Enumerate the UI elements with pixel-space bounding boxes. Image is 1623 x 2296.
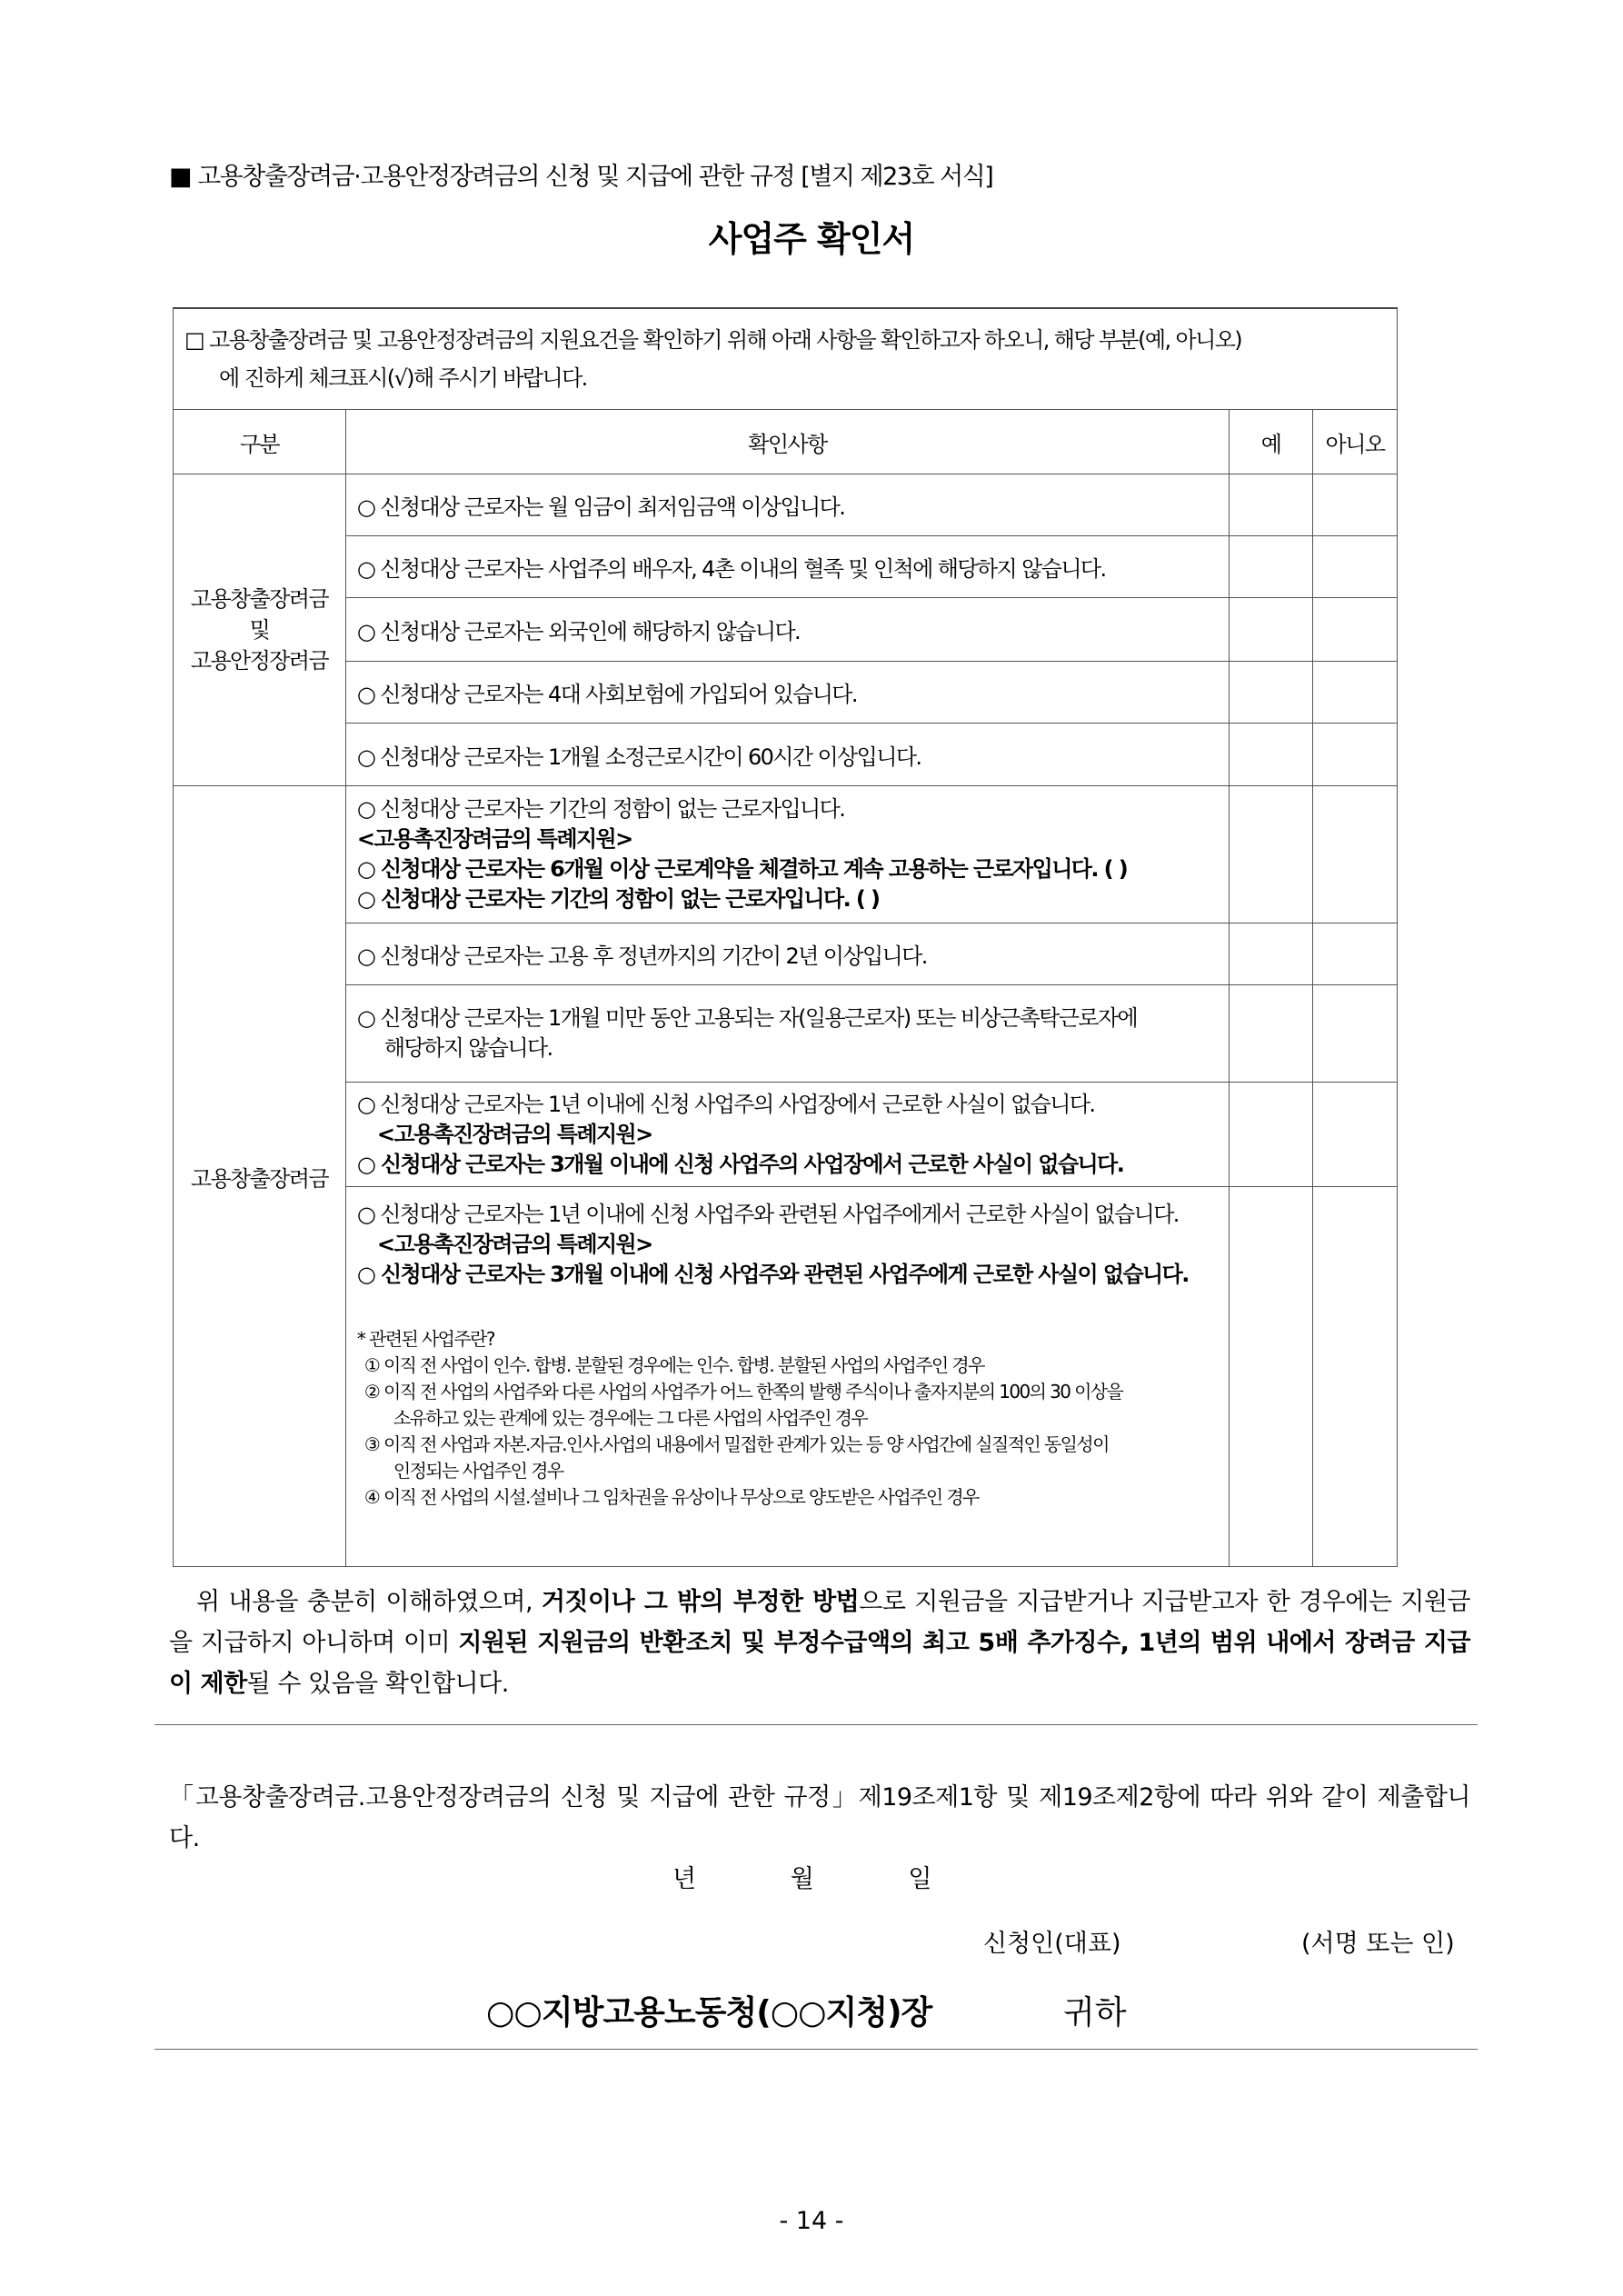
submission-statement: 「고용창출장려금.고용안정장려금의 신청 및 지급에 관한 규정」제19조제1항 및 제19조제2항에 따라 위와 같이 제출합니다. bbox=[169, 1783, 1470, 1852]
item-text: ○ 신청대상 근로자는 1년 이내에 신청 사업주의 사업장에서 근로한 사실이 없습니다. bbox=[356, 1091, 1095, 1117]
col-header-yes: 예 bbox=[1230, 410, 1313, 474]
check-item: ○ 신청대상 근로자는 고용 후 정년까지의 기간이 2년 이상입니다. bbox=[345, 923, 1229, 985]
no-checkbox-cell[interactable] bbox=[1313, 985, 1398, 1083]
col-header-items: 확인사항 bbox=[345, 410, 1229, 474]
addressee-suffix: 귀하 bbox=[1063, 1994, 1127, 2031]
item-text: ○ 신청대상 근로자는 1년 이내에 신청 사업주와 관련된 사업주에게서 근로한 사실이 없습니다. bbox=[356, 1202, 1179, 1227]
note-item: ② 이직 전 사업의 사업주와 다른 사업의 사업주가 어느 한쪽의 발행 주식이나 출자지분의 100의 30 이상을 bbox=[363, 1381, 1123, 1403]
confirmation-table bbox=[173, 307, 1398, 1567]
date-day: 일 bbox=[908, 1865, 932, 1893]
special-support-label: <고용촉진장려금의 특례지원> bbox=[376, 1121, 652, 1147]
item-text-bold: ○ 신청대상 근로자는 3개월 이내에 신청 사업주의 사업장에서 근로한 사실이 없습니다. bbox=[356, 1151, 1124, 1177]
item-text-bold: ○ 신청대상 근로자는 6개월 이상 근로계약을 체결하고 계속 고용하는 근로자입니다. ( ) bbox=[356, 856, 1128, 882]
yes-checkbox-cell[interactable] bbox=[1230, 1187, 1313, 1567]
yes-checkbox-cell[interactable] bbox=[1230, 662, 1313, 724]
no-checkbox-cell[interactable] bbox=[1313, 1187, 1398, 1567]
yes-checkbox-cell[interactable] bbox=[1230, 536, 1313, 598]
category-cell bbox=[174, 474, 346, 786]
check-item: ○ 신청대상 근로자는 외국인에 해당하지 않습니다. bbox=[345, 598, 1229, 662]
yes-checkbox-cell[interactable] bbox=[1230, 923, 1313, 985]
no-checkbox-cell[interactable] bbox=[1313, 1083, 1398, 1187]
no-checkbox-cell[interactable] bbox=[1313, 724, 1398, 786]
page-number: - 14 - bbox=[779, 2207, 844, 2235]
yes-checkbox-cell[interactable] bbox=[1230, 985, 1313, 1083]
addressee-office: ○○지방고용노동청(○○지청)장 bbox=[486, 1994, 932, 2031]
category-text: 및 bbox=[249, 617, 270, 643]
check-item bbox=[345, 1083, 1229, 1187]
applicant-label: 신청인(대표) bbox=[983, 1930, 1121, 1958]
no-checkbox-cell[interactable] bbox=[1313, 598, 1398, 662]
no-checkbox-cell[interactable] bbox=[1313, 536, 1398, 598]
note-title: * 관련된 사업주란? bbox=[356, 1328, 494, 1350]
check-item bbox=[345, 1187, 1229, 1567]
special-support-label: <고용촉진장려금의 특례지원> bbox=[356, 826, 632, 852]
col-header-category: 구분 bbox=[174, 410, 346, 474]
category-cell: 고용창출장려금 bbox=[174, 786, 346, 1567]
yes-checkbox-cell[interactable] bbox=[1230, 786, 1313, 923]
divider bbox=[154, 1724, 1478, 1725]
note-item: 인정되는 사업주인 경우 bbox=[393, 1460, 563, 1482]
instructions-line-1: □ 고용창출장려금 및 고용안정장려금의 지원요건을 확인하기 위해 아래 사항을 확인하고자 하오니, 해당 부분(예, 아니오) bbox=[184, 327, 1242, 353]
form-reference-header: ■ 고용창출장려금·고용안정장려금의 신청 및 지급에 관한 규정 [별지 제23호 서식] bbox=[169, 163, 993, 191]
confirmation-statement: 위 내용을 충분히 이해하였으며, 거짓이나 그 밖의 부정한 방법으로 지원금을 지급받거나 지급받고자 한 경우에는 지원금을 지급하지 아니하며 이미 지원된 지원금의 반환조치 및 부정수급액의 최고 5배 추가징수, 1년의 범위 내에서 장려금 지급이 제한될 수 있음을 확인합니다. bbox=[169, 1588, 1470, 1698]
check-item: ○ 신청대상 근로자는 4대 사회보험에 가입되어 있습니다. bbox=[345, 662, 1229, 724]
check-item: ○ 신청대상 근로자는 월 임금이 최저임금액 이상입니다. bbox=[345, 474, 1229, 536]
item-text-bold: ○ 신청대상 근로자는 기간의 정함이 없는 근로자입니다. ( ) bbox=[356, 886, 880, 912]
check-item: ○ 신청대상 근로자는 사업주의 배우자, 4촌 이내의 혈족 및 인척에 해당하지 않습니다. bbox=[345, 536, 1229, 598]
item-text: ○ 신청대상 근로자는 기간의 정함이 없는 근로자입니다. bbox=[356, 796, 845, 822]
check-item: ○ 신청대상 근로자는 1개월 소정근로시간이 60시간 이상입니다. bbox=[345, 724, 1229, 786]
item-text: 해당하지 않습니다. bbox=[383, 1035, 553, 1061]
item-text-bold: ○ 신청대상 근로자는 3개월 이내에 신청 사업주와 관련된 사업주에게 근로한 사실이 없습니다. bbox=[356, 1262, 1189, 1287]
no-checkbox-cell[interactable] bbox=[1313, 474, 1398, 536]
yes-checkbox-cell[interactable] bbox=[1230, 724, 1313, 786]
check-item bbox=[345, 786, 1229, 923]
category-text: 고용안정장려금 bbox=[190, 648, 328, 674]
related-employer-note bbox=[357, 1326, 1218, 1511]
no-checkbox-cell[interactable] bbox=[1313, 662, 1398, 724]
yes-checkbox-cell[interactable] bbox=[1230, 1083, 1313, 1187]
date-year: 년 bbox=[672, 1865, 697, 1893]
item-text: ○ 신청대상 근로자는 1개월 미만 동안 고용되는 자(일용근로자) 또는 비상근촉탁근로자에 bbox=[356, 1005, 1138, 1031]
yes-checkbox-cell[interactable] bbox=[1230, 474, 1313, 536]
divider bbox=[154, 2049, 1478, 2050]
col-header-no: 아니오 bbox=[1313, 410, 1398, 474]
special-support-label: <고용촉진장려금의 특례지원> bbox=[376, 1232, 652, 1257]
instructions bbox=[174, 308, 1398, 410]
page-title: 사업주 확인서 bbox=[708, 219, 915, 259]
date-month: 월 bbox=[790, 1865, 814, 1893]
no-checkbox-cell[interactable] bbox=[1313, 923, 1398, 985]
category-text: 고용창출장려금 bbox=[190, 586, 328, 612]
no-checkbox-cell[interactable] bbox=[1313, 786, 1398, 923]
date-line bbox=[672, 1859, 931, 1894]
note-item: ③ 이직 전 사업과 자본.자금.인사.사업의 내용에서 밀접한 관계가 있는 등 양 사업간에 실질적인 동일성이 bbox=[363, 1433, 1109, 1455]
note-item: 소유하고 있는 관계에 있는 경우에는 그 다른 사업의 사업주인 경우 bbox=[393, 1407, 868, 1429]
signature-label: (서명 또는 인) bbox=[1301, 1930, 1455, 1958]
check-item bbox=[345, 985, 1229, 1083]
note-item: ④ 이직 전 사업의 시설.설비나 그 임차권을 유상이나 무상으로 양도받은 사업주인 경우 bbox=[363, 1486, 979, 1508]
note-item: ① 이직 전 사업이 인수. 합병. 분할된 경우에는 인수. 합병. 분할된 사업의 사업주인 경우 bbox=[363, 1354, 984, 1376]
yes-checkbox-cell[interactable] bbox=[1230, 598, 1313, 662]
instructions-line-2: 에 진하게 체크표시(√)해 주시기 바랍니다. bbox=[219, 365, 587, 391]
